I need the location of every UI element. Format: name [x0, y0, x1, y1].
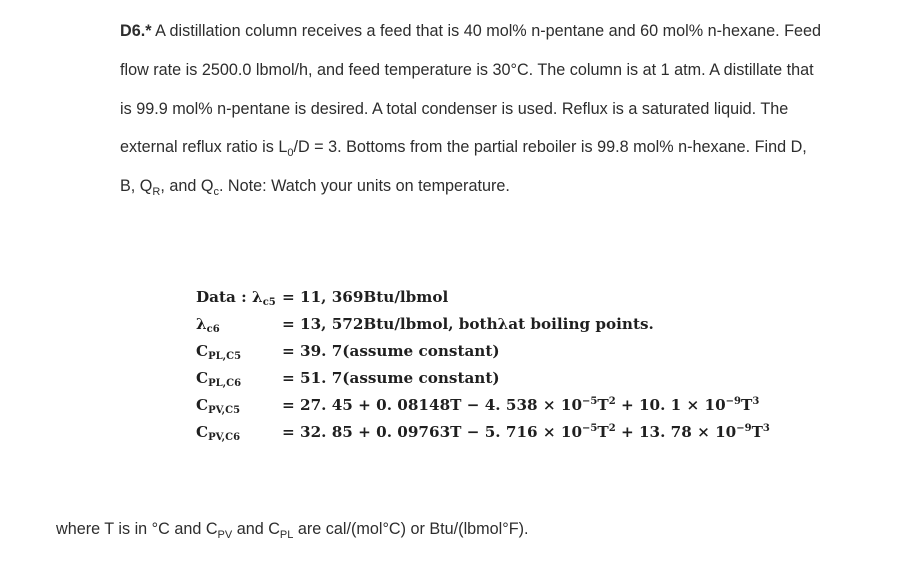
exponent: 3	[752, 396, 760, 407]
symbol: C	[196, 423, 209, 441]
exponent: −5	[582, 396, 598, 407]
equation-part: + 13. 78 × 10	[615, 423, 737, 441]
reflux-subscript: 0	[287, 147, 294, 160]
equation-part: T	[751, 423, 763, 441]
problem-line-4	[120, 128, 880, 167]
equation-part: = 32. 85 + 0. 09763T − 5. 716 × 10	[282, 423, 583, 441]
data-row-label	[196, 311, 282, 338]
data-row-value	[282, 423, 770, 441]
problem-line-3: is 99.9 mol% n-pentane is desired. A total condenser is used. Reflux is a saturated liquid. The	[120, 99, 789, 118]
problem-line-2: flow rate is 2500.0 lbmol/h, and feed temperature is 30°C. The column is at 1 atm. A distillate that	[120, 60, 814, 79]
data-row-label	[196, 392, 282, 419]
data-row-label	[196, 284, 282, 311]
data-row-label	[196, 419, 282, 446]
exponent: 2	[608, 396, 616, 407]
equation-part: T	[741, 396, 753, 414]
data-row-cpl-c5	[196, 338, 770, 365]
data-row-lambda-c6	[196, 311, 770, 338]
problem-statement	[120, 12, 880, 206]
problem-line-5	[120, 167, 880, 206]
data-row-cpl-c6	[196, 365, 770, 392]
symbol: C	[196, 396, 209, 414]
exponent: 2	[608, 423, 616, 434]
problem-line-4-b: /D = 3. Bottoms from the partial reboiler is 99.8 mol% n-hexane. Find D,	[293, 138, 807, 157]
symbol-subscript: PV,C5	[208, 405, 241, 416]
equation-part: T	[597, 396, 609, 414]
exponent: −9	[736, 423, 752, 434]
problem-line-5-c: . Note: Watch your units on temperature.	[218, 177, 510, 196]
exponent: 3	[762, 423, 770, 434]
problem-line-5-b: , and Q	[160, 177, 214, 196]
problem-line-5-a: B, Q	[120, 177, 153, 196]
problem-label: D6.*	[120, 22, 152, 40]
qc-subscript: c	[213, 186, 219, 199]
symbol-subscript: PV,C6	[208, 432, 241, 443]
symbol-subscript: PL,C5	[208, 351, 242, 362]
data-row-value: = 13, 572Btu/lbmol, bothλat boiling points.	[282, 315, 654, 333]
footnote-text: where T is in °C and C	[56, 520, 218, 538]
data-row-value: = 11, 369Btu/lbmol	[282, 288, 449, 306]
symbol: λ	[196, 315, 207, 333]
data-row-value: = 51. 7(assume constant)	[282, 369, 500, 387]
problem-line-1	[120, 12, 880, 51]
cpl-subscript: PL	[279, 529, 294, 541]
data-row-value: = 39. 7(assume constant)	[282, 342, 500, 360]
footnote-text: and C	[232, 520, 280, 538]
footnote-text: are cal/(mol°C) or Btu/(lbmol°F).	[293, 520, 529, 538]
data-row-label	[196, 338, 282, 365]
units-footnote	[56, 514, 529, 544]
data-row-lambda-c5	[196, 284, 770, 311]
cpv-subscript: PV	[217, 529, 233, 541]
exponent: −5	[582, 423, 598, 434]
symbol-subscript: c5	[262, 297, 276, 308]
problem-line-4-a: external reflux ratio is L	[120, 138, 288, 157]
symbol: Data : λ	[196, 288, 263, 306]
equation-part: T	[597, 423, 609, 441]
symbol: C	[196, 369, 209, 387]
qr-subscript: R	[152, 186, 161, 199]
symbol-subscript: PL,C6	[208, 378, 242, 389]
equation-part: + 10. 1 × 10	[615, 396, 726, 414]
data-row-cpv-c5	[196, 392, 770, 419]
equation-part: = 27. 45 + 0. 08148T − 4. 538 × 10	[282, 396, 583, 414]
exponent: −9	[725, 396, 742, 407]
problem-line-1-text: A distillation column receives a feed that is 40 mol% n-pentane and 60 mol% n-hexane. Feed	[151, 22, 821, 40]
data-row-label	[196, 365, 282, 392]
data-row-value	[282, 396, 759, 414]
symbol: C	[196, 342, 209, 360]
symbol-subscript: c6	[206, 324, 220, 335]
data-row-cpv-c6	[196, 419, 770, 446]
data-equations	[196, 284, 770, 446]
